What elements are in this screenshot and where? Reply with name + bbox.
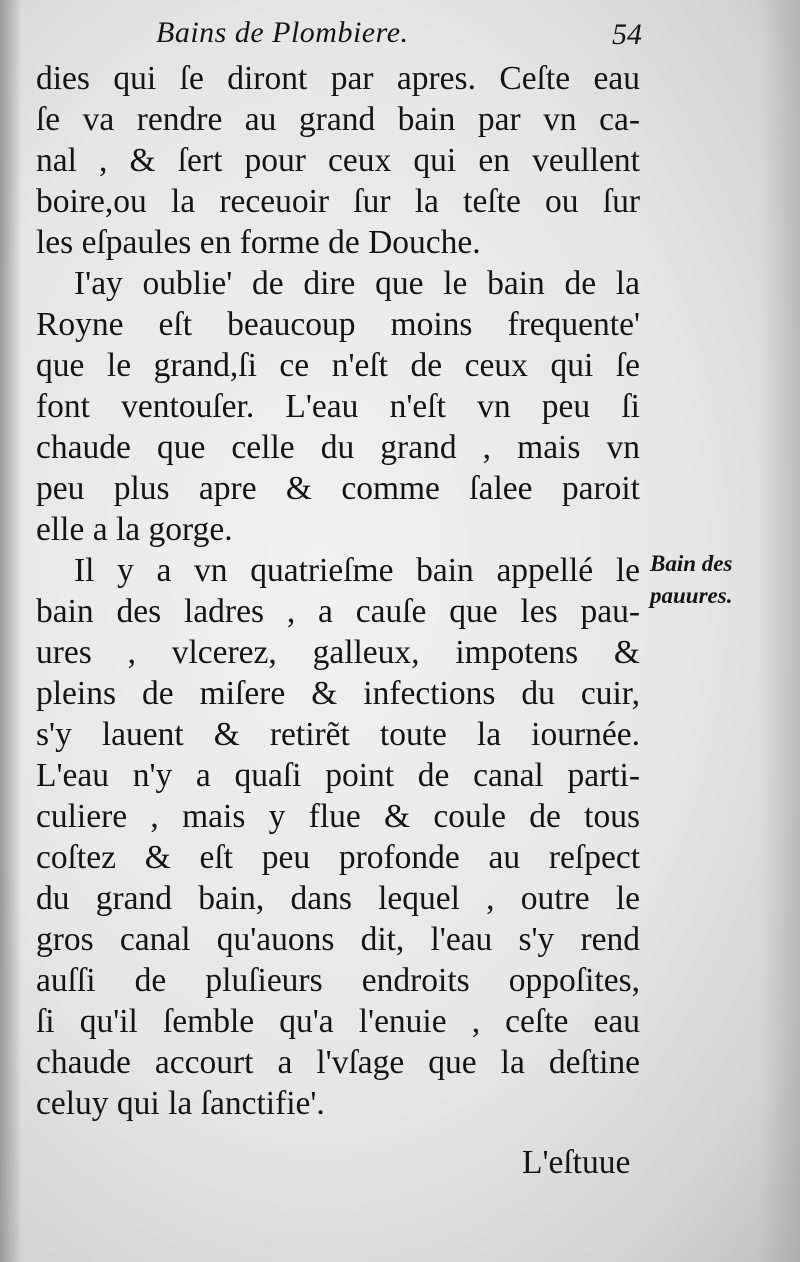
text-line: nal , & ſert pour ceux qui en veullent [36,142,640,179]
text-line: elle a la gorge. [36,511,233,548]
text-line: coſtez & eſt peu profonde au reſpect [36,839,640,876]
text-line: ſi qu'il ſemble qu'a l'enuie , ceſte eau [36,1003,640,1040]
text-line: que le grand,ſi ce n'eſt de ceux qui ſe [36,347,640,384]
text-line: pleins de miſere & infections du cuir, [36,675,640,712]
text-line: s'y lauent & retirẽt toute la iournée. [36,716,640,753]
text-line: I'ay oublie' de dire que le bain de la [74,265,640,302]
text-line: celuy qui la ſanctifie'. [36,1085,325,1122]
text-line: peu plus apre & comme ſalee paroit [36,470,640,507]
catchword: L'eſtuue [522,1144,631,1181]
text-line: les eſpaules en forme de Douche. [36,224,481,261]
text-line: dies qui ſe diront par apres. Ceſte eau [36,60,640,97]
text-line: du grand bain, dans lequel , outre le [36,880,640,917]
text-line: bain des ladres , a cauſe que les pau- [36,593,640,630]
page-header [150,14,650,58]
marginal-note-line: Bain des [650,551,733,576]
text-line: ures , vlcerez, galleux, impotens & [36,634,640,671]
marginal-note [650,548,790,612]
text-line: boire,ou la receuoir ſur la teſte ou ſur [36,183,640,220]
text-line: chaude accourt a l'vſage que la deſtine [36,1044,640,1081]
running-title: Bains de Plombiere. [156,16,409,49]
text-line: font ventouſer. L'eau n'eſt vn peu ſi [36,388,640,425]
text-line: culiere , mais y flue & coule de tous [36,798,640,835]
text-line: L'eau n'y a quaſi point de canal parti- [36,757,640,794]
text-line: ſe va rendre au grand bain par vn ca- [36,101,640,138]
main-text-block [36,58,640,1124]
text-line: Royne eſt beaucoup moins frequente' [36,306,640,343]
text-line: Il y a vn quatrieſme bain appellé le [74,552,640,589]
text-line: auſſi de pluſieurs endroits oppoſites, [36,962,640,999]
text-line: gros canal qu'auons dit, l'eau s'y rend [36,921,640,958]
page-number: 54 [612,18,642,51]
text-line: chaude que celle du grand , mais vn [36,429,640,466]
marginal-note-line: pauures. [650,583,733,608]
